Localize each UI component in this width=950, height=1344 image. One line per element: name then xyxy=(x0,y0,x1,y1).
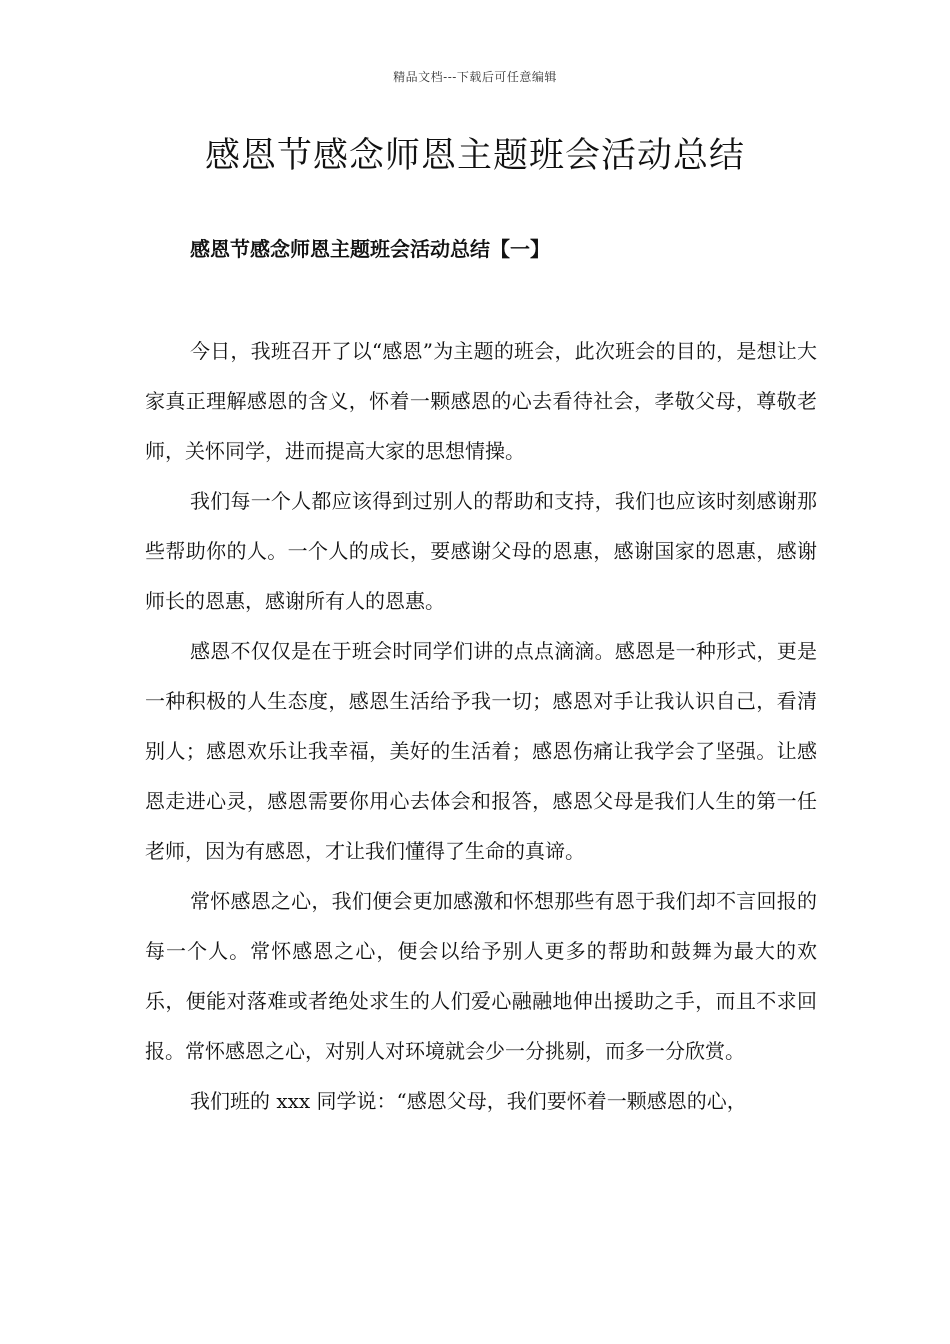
document-body xyxy=(145,326,817,1126)
document-title: 感恩节感念师恩主题班会活动总结 xyxy=(204,136,745,176)
paragraph: 我们班的 xxx 同学说：“感恩父母，我们要怀着一颗感恩的心， xyxy=(190,1089,747,1113)
header-note: 精品文档---下载后可任意编辑 xyxy=(393,70,557,84)
paragraph: 今日，我班召开了以“感恩”为主题的班会，此次班会的目的，是想让大家真正理解感恩的含义，怀着一颗感恩的心去看待社会，孝敬父母，尊敬老师，关怀同学，进而提高大家的思想情操。 xyxy=(145,339,817,463)
paragraph: 我们每一个人都应该得到过别人的帮助和支持，我们也应该时刻感谢那些帮助你的人。一个人的成长，要感谢父母的恩惠，感谢国家的恩惠，感谢师长的恩惠，感谢所有人的恩惠。 xyxy=(145,489,817,613)
paragraph: 常怀感恩之心，我们便会更加感激和怀想那些有恩于我们却不言回报的每一个人。常怀感恩之心，便会以给予别人更多的帮助和鼓舞为最大的欢乐，便能对落难或者绝处求生的人们爱心融融地伸出援助之手，而且不求回报。常怀感恩之心，对别人对环境就会少一分挑剔，而多一分欣赏。 xyxy=(145,889,817,1063)
section-heading: 感恩节感念师恩主题班会活动总结【一】 xyxy=(190,237,550,261)
paragraph: 感恩不仅仅是在于班会时同学们讲的点点滴滴。感恩是一种形式，更是一种积极的人生态度，感恩生活给予我一切；感恩对手让我认识自己，看清别人；感恩欢乐让我幸福，美好的生活着；感恩伤痛让我学会了坚强。让感恩走进心灵，感恩需要你用心去体会和报答，感恩父母是我们人生的第一任老师，因为有感恩，才让我们懂得了生命的真谛。 xyxy=(145,639,817,863)
